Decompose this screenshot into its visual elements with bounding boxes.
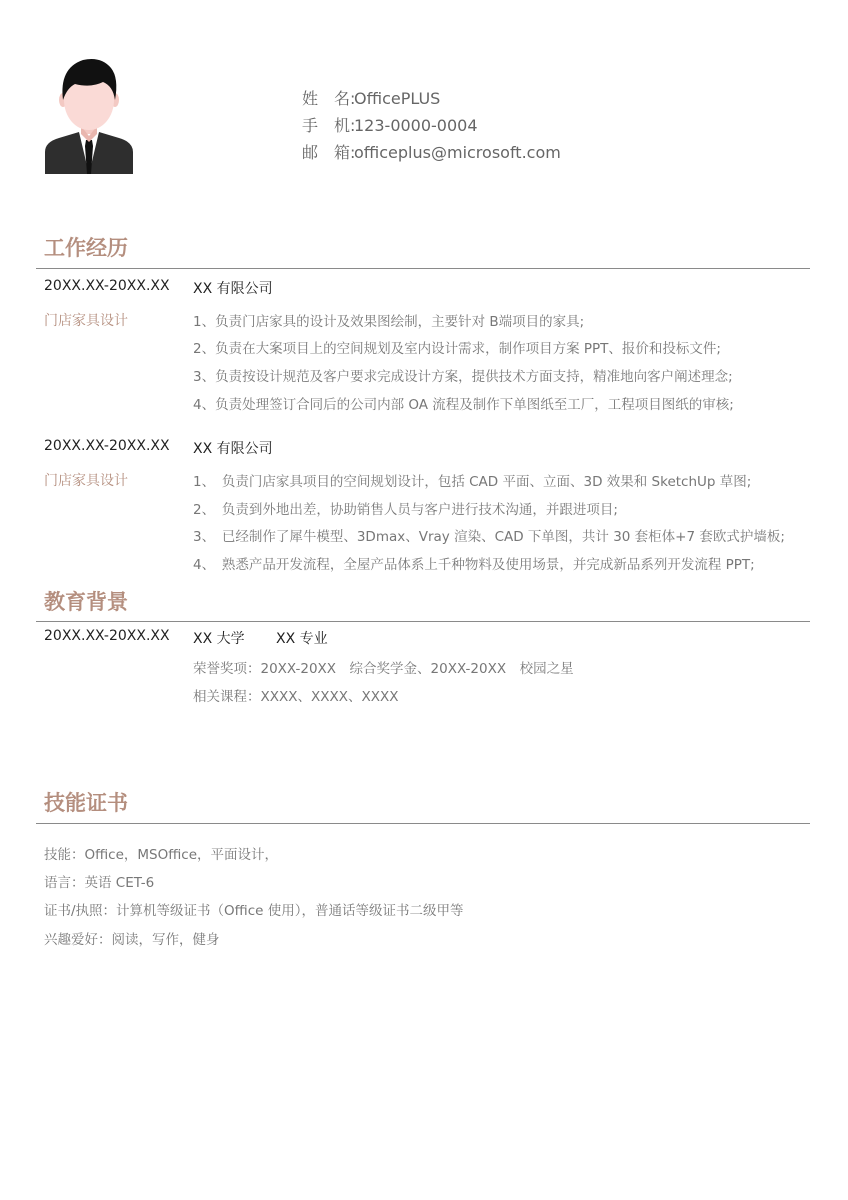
- skill-item-language: 语言：英语 CET-6: [44, 875, 155, 891]
- job-1-date: 20XX.XX-20XX.XX: [44, 278, 170, 294]
- education-honors: 荣誉奖项：20XX-20XX 综合奖学金、20XX-20XX 校园之星: [193, 661, 574, 677]
- job-2-role: 门店家具设计: [44, 473, 128, 489]
- phone-label: 手 机:: [302, 116, 356, 135]
- avatar: [45, 56, 133, 174]
- education-divider: [36, 621, 810, 622]
- job-1-duty-4: 4、负责处理签订合同后的公司内部 OA 流程及制作下单图纸至工厂，工程项目图纸的审核;: [193, 397, 734, 413]
- phone-value: 123-0000-0004: [354, 116, 478, 135]
- job-1-role: 门店家具设计: [44, 313, 128, 329]
- work-section-title: 工作经历: [44, 236, 128, 260]
- name-row: [302, 86, 440, 109]
- education-courses: 相关课程：XXXX、XXXX、XXXX: [193, 689, 399, 705]
- job-1-duty-2: 2、负责在大案项目上的空间规划及室内设计需求，制作项目方案 PPT、报价和投标文件;: [193, 341, 721, 357]
- job-1-company: XX 有限公司: [193, 281, 273, 297]
- person-avatar-icon: [45, 56, 133, 174]
- work-divider: [36, 268, 810, 269]
- skill-item-hobbies: 兴趣爱好：阅读，写作，健身: [44, 932, 220, 948]
- education-major: XX 专业: [276, 631, 328, 647]
- name-label: 姓 名:: [302, 89, 356, 108]
- job-2-date: 20XX.XX-20XX.XX: [44, 438, 170, 454]
- skills-divider: [36, 823, 810, 824]
- job-2-company: XX 有限公司: [193, 441, 273, 457]
- education-school: XX 大学: [193, 631, 245, 647]
- phone-row: [302, 113, 478, 136]
- job-2-duty-2: 2、 负责到外地出差，协助销售人员与客户进行技术沟通，并跟进项目;: [193, 502, 618, 518]
- skills-section-title: 技能证书: [44, 791, 128, 815]
- education-date: 20XX.XX-20XX.XX: [44, 628, 170, 644]
- job-2-duty-1: 1、 负责门店家具项目的空间规划设计，包括 CAD 平面、立面、3D 效果和 SketchUp 草图;: [193, 474, 752, 490]
- education-section-title: 教育背景: [44, 590, 128, 614]
- email-value: officeplus@microsoft.com: [354, 143, 561, 162]
- email-row: [302, 140, 561, 163]
- job-1-duty-1: 1、负责门店家具的设计及效果图绘制，主要针对 B端项目的家具;: [193, 314, 585, 330]
- job-1-duty-3: 3、负责按设计规范及客户要求完成设计方案，提供技术方面支持，精准地向客户阐述理念;: [193, 369, 733, 385]
- job-2-duty-4: 4、 熟悉产品开发流程，全屋产品体系上千种物料及使用场景，并完成新品系列开发流程 PPT;: [193, 557, 755, 573]
- skill-item-certificates: 证书/执照：计算机等级证书（Office 使用），普通话等级证书二级甲等: [44, 903, 464, 919]
- job-2-duty-3: 3、 已经制作了犀牛模型、3Dmax、Vray 渲染、CAD 下单图，共计 30 套柜体+7 套欧式护墙板;: [193, 529, 785, 545]
- email-label: 邮 箱:: [302, 143, 356, 162]
- name-value: OfficePLUS: [354, 89, 441, 108]
- skill-item-skills: 技能：Office，MSOffice，平面设计，: [44, 847, 279, 863]
